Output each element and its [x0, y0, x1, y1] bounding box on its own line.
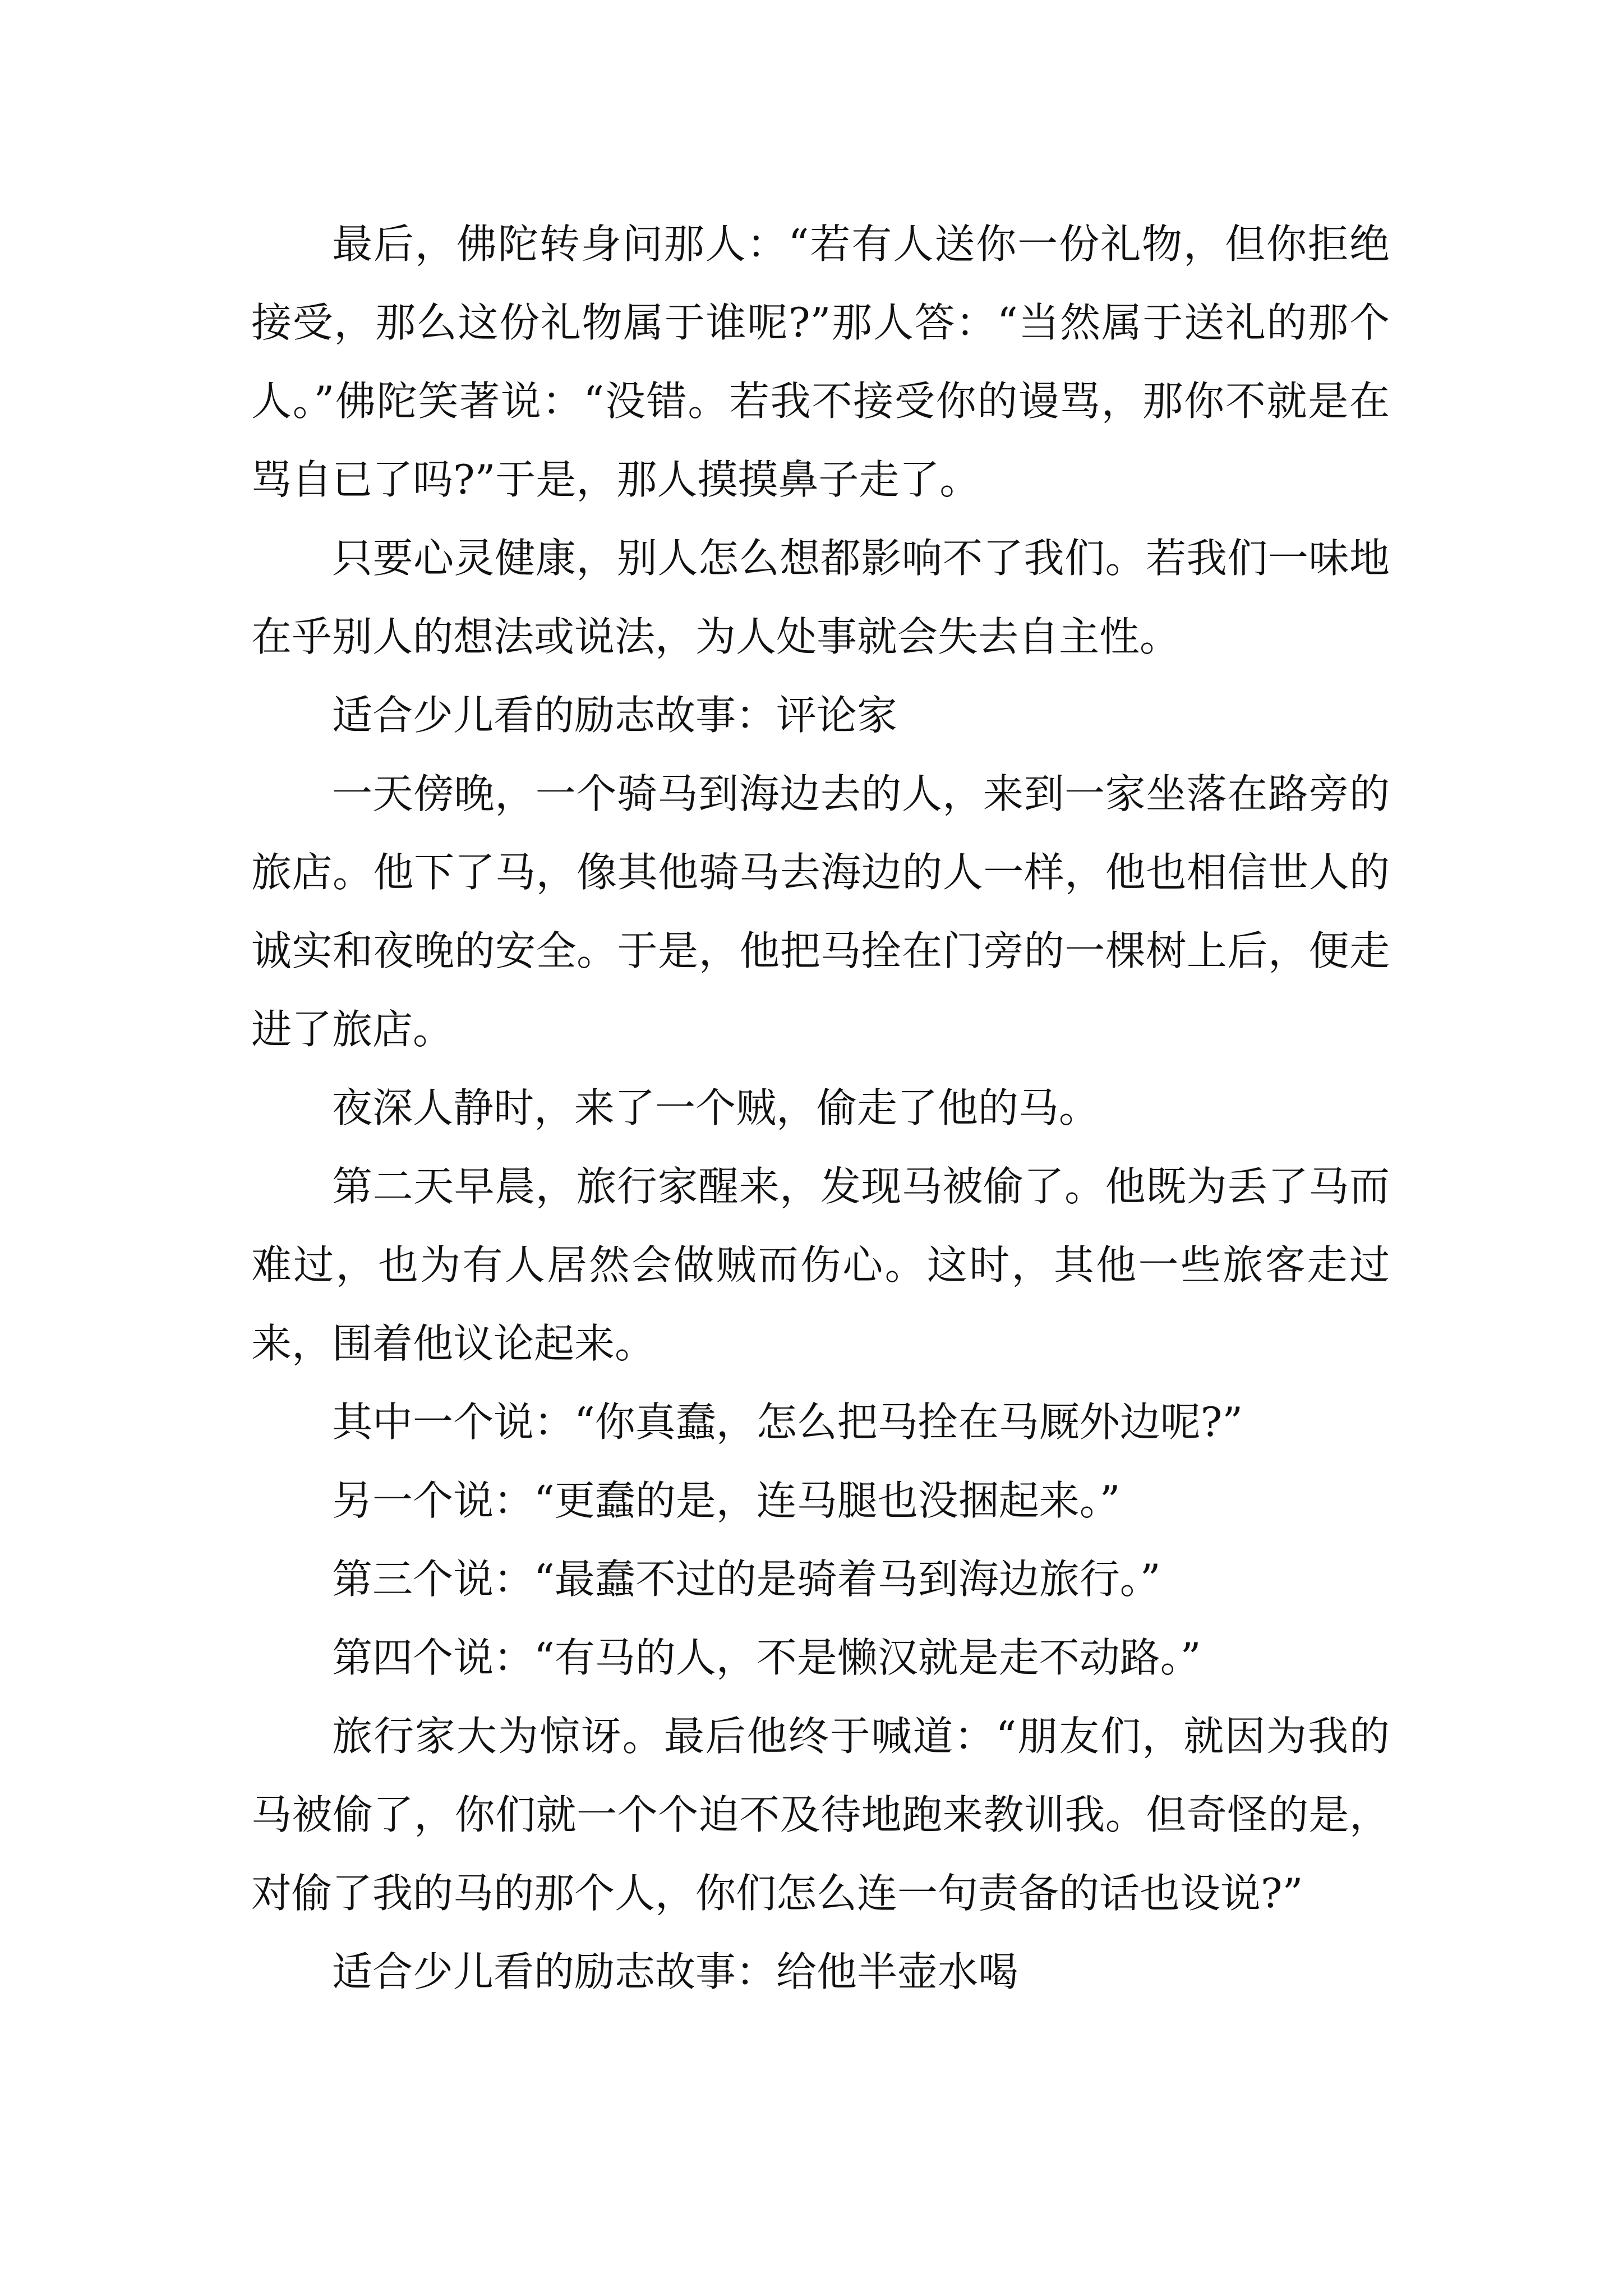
- section-heading-critic: 适合少儿看的励志故事：评论家: [332, 692, 898, 739]
- paragraph-fourth-speaker: 第四个说：“有马的人，不是懒汉就是走不动路。”: [332, 1634, 1201, 1681]
- paragraph-traveler-reply: 旅行家大为惊讶。最后他终于喊道：“朋友们，就因为我的马被偷了，你们就一个个迫不及待地跑来教训我。但奇怪的是，对偷了我的马的那个人，你们怎么连一句责备的话也设说?”: [251, 1713, 1390, 1917]
- paragraph-next-morning: 第二天早晨，旅行家醒来，发现马被偷了。他既为丢了马而难过，也为有人居然会做贼而伤心。这时，其他一些旅客走过来，围着他议论起来。: [251, 1163, 1390, 1367]
- paragraph-horse-stolen: 夜深人静时，来了一个贼，偷走了他的马。: [332, 1084, 1100, 1131]
- paragraph-traveler-arrives: 一天傍晚，一个骑马到海边去的人，来到一家坐落在路旁的旅店。他下了马，像其他骑马去海边的人一样，他也相信世人的诚实和夜晚的安全。于是，他把马拴在门旁的一棵树上后，便走进了旅店。: [251, 770, 1390, 1053]
- section-heading-half-pot-water: 适合少儿看的励志故事：给他半壶水喝: [332, 1948, 1019, 1995]
- paragraph-buddha-ending: 最后，佛陀转身问那人：“若有人送你一份礼物，但你拒绝接受，那么这份礼物属于谁呢?”那人答：“当然属于送礼的那个人。”佛陀笑著说：“没错。若我不接受你的谩骂，那你不就是在骂自已了吗?”于是，那人摸摸鼻子走了。: [251, 220, 1390, 503]
- paragraph-first-speaker: 其中一个说：“你真蠢，怎么把马拴在马厩外边呢?”: [332, 1398, 1243, 1446]
- document-body: [251, 205, 1390, 2011]
- paragraph-second-speaker: 另一个说：“更蠢的是，连马腿也没捆起来。”: [332, 1477, 1121, 1524]
- paragraph-third-speaker: 第三个说：“最蠢不过的是骑着马到海边旅行。”: [332, 1556, 1161, 1603]
- paragraph-moral: 只要心灵健康，别人怎么想都影响不了我们。若我们一味地在乎别人的想法或说法，为人处事就会失去自主性。: [251, 535, 1390, 660]
